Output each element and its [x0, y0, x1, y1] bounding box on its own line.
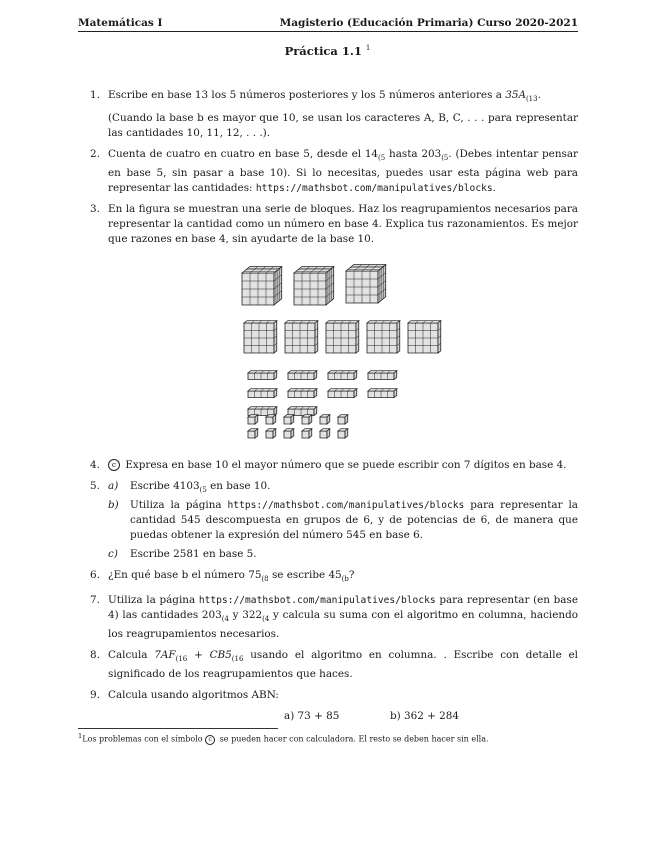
- text-segment: .: [537, 89, 541, 101]
- problem-9-text: Calcula usando algoritmos ABN:: [108, 689, 279, 702]
- calculator-symbol-icon: c: [108, 459, 120, 471]
- number-value: 45: [328, 569, 342, 582]
- text-segment: y calcula su suma con el algoritmo en columna, haciendo los reagrupamientos necesarios.: [108, 609, 578, 641]
- problem-8-text: [108, 648, 578, 682]
- text-segment: Escribe 2581 en base 5.: [130, 548, 257, 561]
- title-footnote-mark: 1: [365, 44, 371, 53]
- problem-9: [78, 688, 578, 727]
- problem-3-text: En la figura se muestran una serie de bloques. Haz los reagrupamientos necesarios para representar la cantidad como un número en base 4. Explica tus razonamientos. Es mejor que razones en base 4, sin ayudarte de la base 10.: [108, 203, 578, 246]
- mathsbot-link[interactable]: https://mathsbot.com/manipulatives/blocks: [198, 595, 436, 607]
- number-value: 322: [242, 609, 263, 622]
- base-subscript: (5: [441, 154, 449, 163]
- problem-4-text: [108, 458, 578, 473]
- problem-2-text: [108, 147, 578, 196]
- unit-block: [320, 429, 330, 438]
- text-segment: Escribe: [130, 480, 174, 493]
- text-segment: y: [228, 609, 243, 622]
- problem-8: [78, 648, 578, 682]
- cube-block: [346, 265, 386, 303]
- number-value: 4103: [173, 480, 200, 493]
- flat-block: [326, 321, 359, 353]
- text-segment: . (Debes intentar pensar en base 5, sin pasar a base 10). Si lo necesitas, puedes usar esta página web para representar las cantidades:: [108, 148, 578, 195]
- problem-number: 3.: [90, 203, 100, 216]
- problem-2: [78, 147, 578, 196]
- mathsbot-link[interactable]: https://mathsbot.com/manipulatives/blocks: [255, 183, 493, 195]
- page-header: [78, 17, 578, 32]
- unit-block: [266, 429, 276, 438]
- blocks-figure: [78, 253, 578, 448]
- sub-label: b): [108, 499, 119, 512]
- rod-block: [288, 389, 317, 398]
- problem-number: 8.: [90, 649, 100, 662]
- base-subscript: (8: [261, 575, 269, 584]
- unit-block: [284, 429, 294, 438]
- text-segment: se pueden hacer con calculadora. El resto se deben hacer sin ella.: [217, 734, 489, 744]
- unit-block: [248, 429, 258, 438]
- problem-number: 9.: [90, 689, 100, 702]
- text-segment: para representar (en base 4) las cantidades: [108, 594, 578, 622]
- rod-block: [248, 389, 277, 398]
- header-course: Matemáticas I: [78, 17, 163, 29]
- text-segment: Escribe en base 13 los 5 números posteriores y los 5 números anteriores a: [108, 89, 506, 101]
- text-segment: Los problemas con el símbolo: [82, 734, 206, 744]
- problem-5c: [108, 547, 578, 562]
- text-segment: Utiliza la página: [108, 594, 199, 607]
- number-value: 35A: [505, 89, 526, 101]
- flat-block: [408, 321, 441, 353]
- header-program: Magisterio (Educación Primaria) Curso 2020-2021: [279, 17, 578, 29]
- flat-block: [244, 321, 277, 353]
- rod-block: [328, 389, 357, 398]
- cube-block: [294, 267, 334, 305]
- number-value: 203: [201, 609, 222, 622]
- title-text: Práctica 1.1: [284, 44, 362, 58]
- base-subscript: (13: [525, 95, 538, 104]
- footnote-rule: [78, 728, 278, 729]
- rod-block: [288, 407, 317, 416]
- text-segment: Cuenta de cuatro en cuatro en base 5, desde el: [108, 148, 365, 161]
- problem-number: 6.: [90, 569, 100, 582]
- sub-label: c): [108, 548, 118, 561]
- footnote-mark: 1: [78, 732, 83, 740]
- flat-block: [367, 321, 400, 353]
- text-segment: ?: [348, 569, 355, 582]
- rod-block: [288, 371, 317, 380]
- base-subscript: (4: [262, 615, 270, 624]
- text-segment: usando el algoritmo en columna. . Escribe con detalle el significado de los reagrupamientos que haces.: [108, 649, 578, 681]
- problem-1-text: [108, 88, 578, 107]
- page-title: [0, 44, 655, 58]
- base-subscript: (5: [199, 486, 207, 495]
- sub-label: a): [108, 480, 119, 493]
- unit-block: [248, 415, 258, 424]
- problem-5a: [108, 479, 578, 498]
- rod-block: [248, 371, 277, 380]
- text-segment: se escribe: [268, 569, 329, 582]
- unit-block: [320, 415, 330, 424]
- flat-block: [285, 321, 318, 353]
- base-subscript: (16: [231, 655, 244, 664]
- rod-block: [368, 389, 397, 398]
- text-segment: .: [492, 182, 496, 195]
- unit-block: [338, 429, 348, 438]
- number-value: CB5: [209, 649, 232, 662]
- text-segment: en base 10.: [206, 480, 271, 493]
- problem-7: [78, 593, 578, 642]
- problem-3: [78, 202, 578, 247]
- base-subscript: (4: [221, 615, 229, 624]
- problem-number: 4.: [90, 459, 100, 472]
- unit-block: [284, 415, 294, 424]
- text-segment: Utiliza la página: [130, 499, 228, 512]
- problem-number: 5.: [90, 480, 100, 493]
- unit-block: [266, 415, 276, 424]
- text-segment: +: [187, 649, 210, 662]
- base-subscript: (b: [341, 575, 349, 584]
- problem-list: [78, 88, 578, 733]
- text-segment: para representar la cantidad 545 descompuesta en grupos de 6, y de potencias de 6, de manera que puedas obtener la expresión del número 545 en base 6.: [130, 499, 578, 542]
- base-subscript: (16: [175, 655, 188, 664]
- problem-5b: [108, 498, 578, 543]
- text-segment: Calcula: [108, 649, 155, 662]
- unit-block: [302, 415, 312, 424]
- calculator-symbol-icon: c: [205, 735, 215, 745]
- mathsbot-link[interactable]: https://mathsbot.com/manipulatives/blocks: [227, 500, 465, 512]
- problem-7-text: [108, 593, 578, 642]
- text-segment: Expresa en base 10 el mayor número que se puede escribir con 7 dígitos en base 4.: [125, 459, 567, 472]
- number-value: 14: [364, 148, 379, 161]
- rod-block: [328, 371, 357, 380]
- problem-5: [78, 479, 578, 562]
- problem-number: 7.: [90, 594, 100, 607]
- text-segment: hasta: [385, 148, 422, 161]
- rod-block: [368, 371, 397, 380]
- problem-1-note: (Cuando la base b es mayor que 10, se usan los caracteres A, B, C, . . . para representar las cantidades 10, 11, 12, . . .).: [108, 112, 578, 140]
- footnote: [78, 732, 588, 745]
- text-segment: ¿En qué base b el número: [108, 569, 249, 582]
- problem-1: [78, 88, 578, 141]
- number-value: 7AF: [154, 649, 176, 662]
- base-subscript: (5: [378, 154, 386, 163]
- number-value: 203: [421, 148, 442, 161]
- rod-block: [248, 407, 277, 416]
- number-value: 75: [248, 569, 262, 582]
- abn-exercise-a: a) 73 + 85: [284, 710, 340, 723]
- problem-6: [78, 568, 578, 587]
- problem-6-text: [108, 568, 578, 587]
- problem-number: 2.: [90, 148, 100, 161]
- unit-block: [338, 415, 348, 424]
- base-blocks-illustration: [78, 253, 578, 448]
- problem-4: [78, 458, 578, 473]
- abn-exercises: [108, 709, 578, 727]
- unit-block: [302, 429, 312, 438]
- cube-block: [242, 267, 282, 305]
- abn-exercise-b: b) 362 + 284: [390, 710, 459, 723]
- problem-number: 1.: [90, 89, 100, 101]
